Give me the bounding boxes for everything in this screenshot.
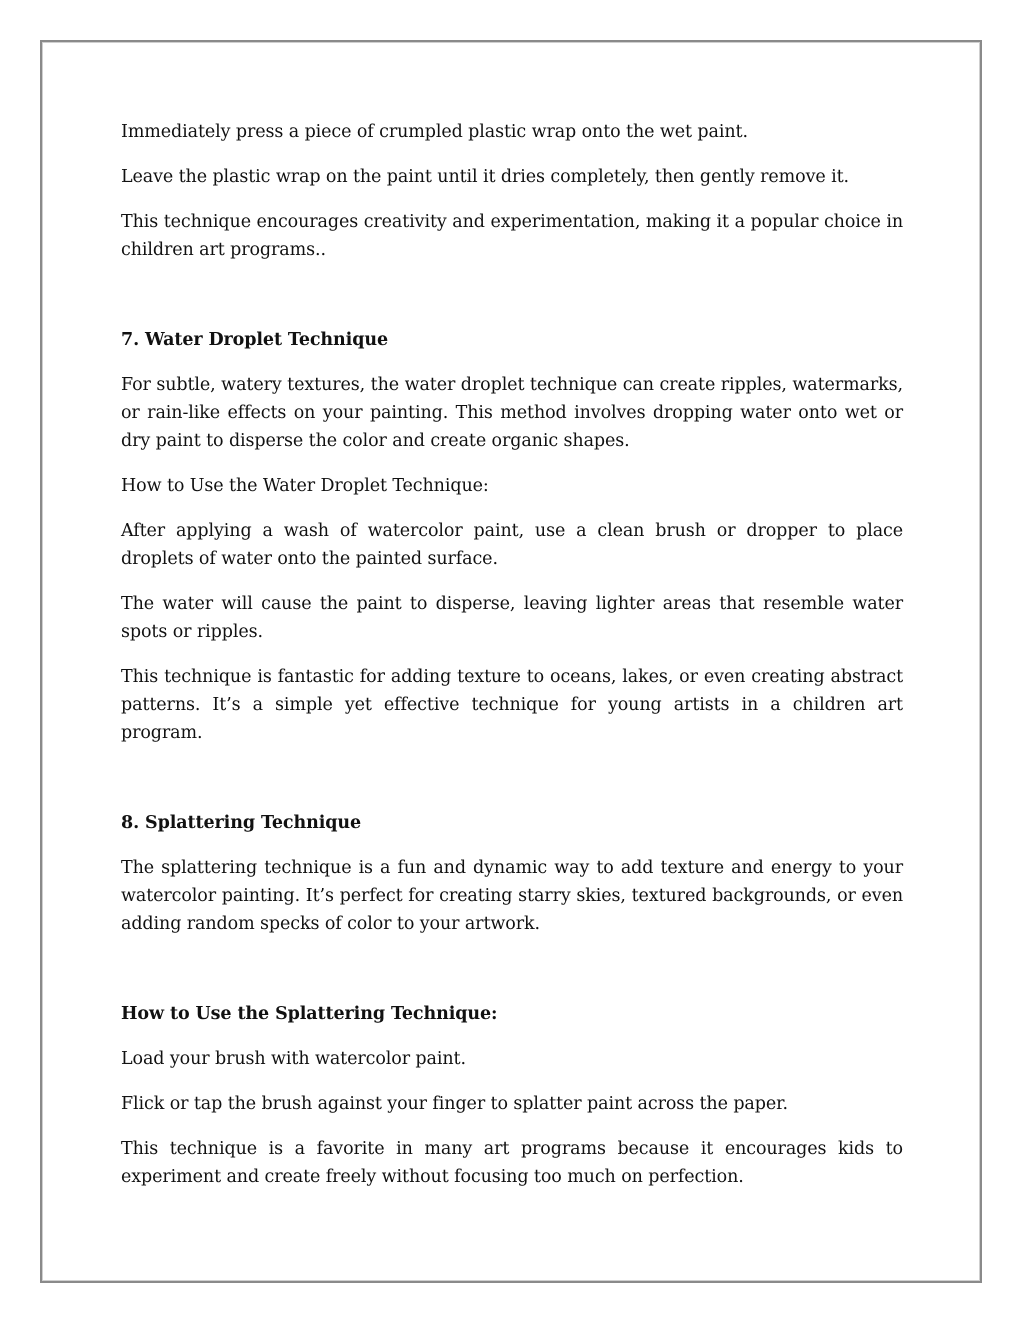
paragraph-water-droplet-intro: For subtle, watery textures, the water droplet technique can create ripples, watermarks, or rain-like effects on your painting. This method involves dropping water onto wet or dry paint to disperse the color and create organic shapes. bbox=[121, 375, 903, 451]
paragraph-water-droplet-step2: The water will cause the paint to disperse, leaving lighter areas that resemble water spots or ripples. bbox=[121, 594, 903, 642]
paragraph-plastic-wrap-benefit: This technique encourages creativity and experimentation, making it a popular choice in children art programs.. bbox=[121, 212, 903, 260]
heading-splattering: 8. Splattering Technique bbox=[121, 813, 362, 833]
paragraph-plastic-wrap-remove: Leave the plastic wrap on the paint until it dries completely, then gently remove it. bbox=[121, 167, 849, 187]
document-body bbox=[121, 118, 903, 1191]
paragraph-splattering-step1: Load your brush with watercolor paint. bbox=[121, 1049, 466, 1069]
heading-water-droplet: 7. Water Droplet Technique bbox=[121, 330, 389, 350]
paragraph-splattering-step2: Flick or tap the brush against your finger to splatter paint across the paper. bbox=[121, 1094, 788, 1114]
paragraph-splattering-intro: The splattering technique is a fun and dynamic way to add texture and energy to your watercolor painting. It’s perfect for creating starry skies, textured backgrounds, or even adding random specks of color to your artwork. bbox=[121, 858, 903, 934]
label-water-droplet-howto: How to Use the Water Droplet Technique: bbox=[121, 476, 489, 496]
heading-splattering-howto: How to Use the Splattering Technique: bbox=[121, 1004, 498, 1024]
paragraph-water-droplet-closing: This technique is fantastic for adding texture to oceans, lakes, or even creating abstract patterns. It’s a simple yet effective technique for young artists in a children art program. bbox=[121, 667, 903, 743]
paragraph-splattering-closing: This technique is a favorite in many art programs because it encourages kids to experiment and create freely without focusing too much on perfection. bbox=[121, 1139, 903, 1187]
paragraph-water-droplet-step1: After applying a wash of watercolor paint, use a clean brush or dropper to place droplets of water onto the painted surface. bbox=[121, 521, 903, 569]
paragraph-plastic-wrap-press: Immediately press a piece of crumpled plastic wrap onto the wet paint. bbox=[121, 122, 748, 142]
